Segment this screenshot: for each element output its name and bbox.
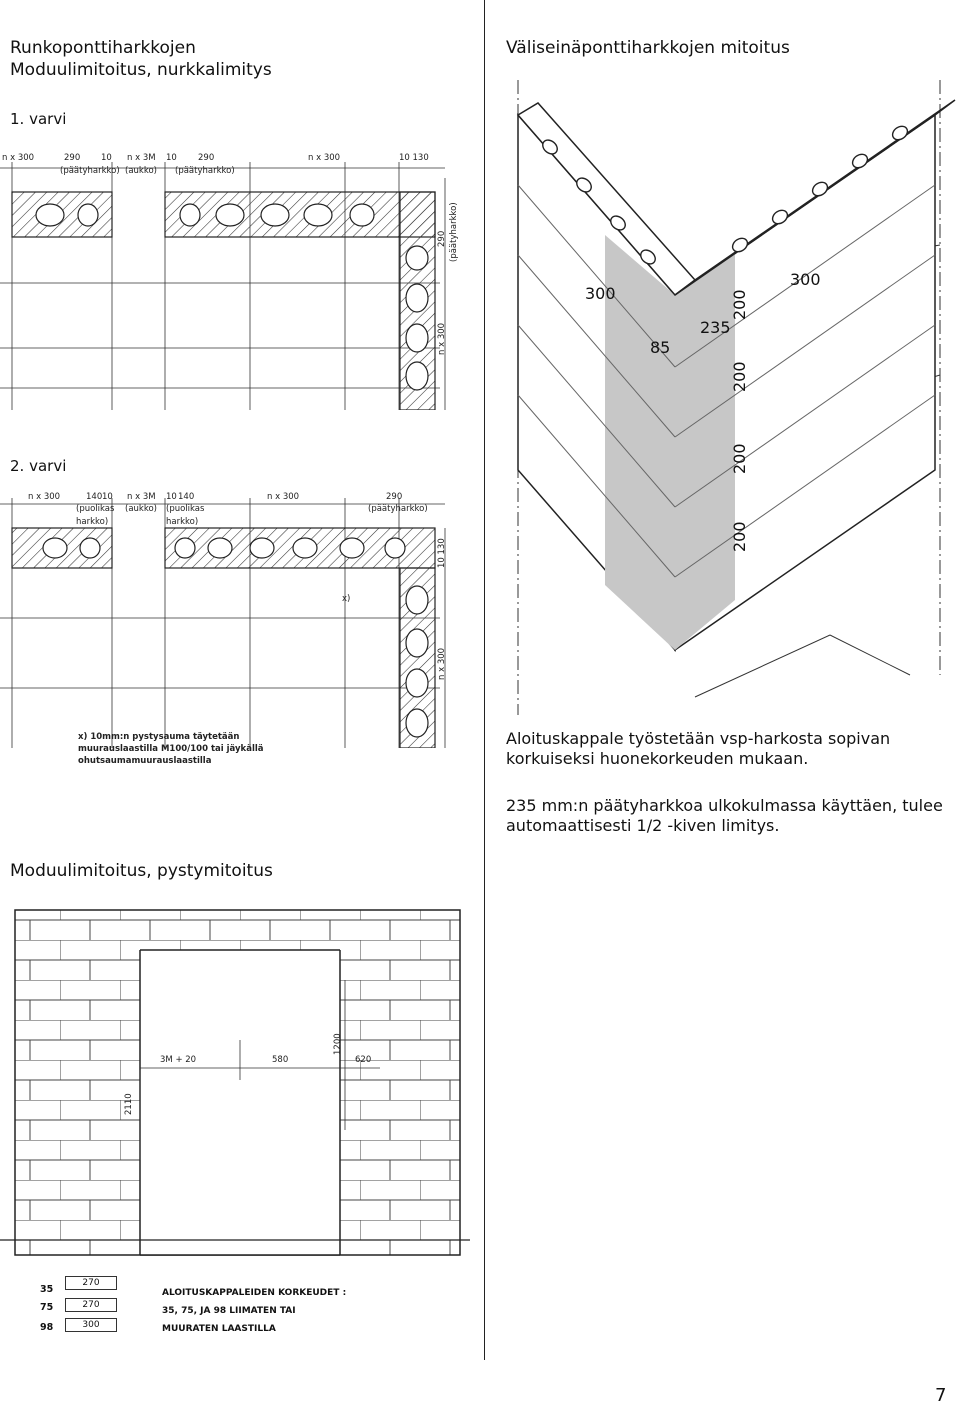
legend-num-35: 35 (40, 1284, 54, 1295)
iso-dim-200-a: 200 (730, 289, 749, 320)
isometric-corner-drawing (500, 75, 960, 730)
column-divider (484, 0, 485, 1360)
iso-dim-300-right: 300 (790, 270, 821, 289)
c2-vdim-nx300: n x 300 (437, 647, 447, 680)
c2-dim-n3m: n x 3M (127, 492, 156, 502)
c2-dim-nx300b: n x 300 (267, 492, 300, 502)
c2-sub-aukko: (aukko) (125, 504, 157, 514)
left-title (10, 37, 272, 81)
c2-marker: x) (342, 594, 351, 604)
c1-dim-10-130: 10 130 (399, 153, 429, 163)
c1-sub-paatyharkko-a: (päätyharkko) (60, 166, 120, 176)
iso-dim-235: 235 (700, 318, 731, 337)
caption-starter-line1: Aloituskappale työstetään vsp-harkosta sopivan (506, 729, 891, 748)
c2-note-line2: muurauslaastilla M100/100 tai jäykällä (78, 744, 264, 754)
right-title: Väliseinäponttiharkkojen mitoitus (506, 38, 790, 58)
c2-vdim-10-130: 10 130 (437, 538, 447, 568)
caption-bond-line2: automaattisesti 1/2 -kiven limitys. (506, 816, 780, 835)
legend-text-line3: MUURATEN LAASTILLA (162, 1324, 276, 1334)
c1-vdim-paatyharkko: (päätyharkko) (449, 202, 459, 262)
elev-dim-2110: 2110 (124, 1093, 134, 1115)
c1-vdim-nx300: n x 300 (437, 322, 447, 355)
c2-dim-290: 290 (386, 492, 403, 502)
caption-bond (506, 796, 943, 836)
legend-text-line1: ALOITUSKAPPALEIDEN KORKEUDET : (162, 1288, 347, 1298)
iso-dim-300-left: 300 (585, 284, 616, 303)
caption-starter-line2: korkuiseksi huonekorkeuden mukaan. (506, 749, 809, 768)
c2-dim-10a: 10 (102, 492, 113, 502)
course1-plan (0, 148, 470, 410)
elev-dim-620: 620 (355, 1055, 372, 1065)
elev-dim-3m-20: 3M + 20 (160, 1055, 197, 1065)
legend-box-1: 270 (65, 1276, 117, 1290)
elev-dim-580: 580 (272, 1055, 289, 1065)
c1-dim-10b: 10 (166, 153, 177, 163)
legend-num-75: 75 (40, 1302, 54, 1313)
course2-label: 2. varvi (10, 457, 67, 475)
legend-text-line2: 35, 75, JA 98 LIIMATEN TAI (162, 1306, 296, 1316)
iso-dim-200-b: 200 (730, 361, 749, 392)
legend-num-98: 98 (40, 1322, 54, 1333)
vertical-section-title: Moduulimitoitus, pystymitoitus (10, 861, 273, 881)
left-title-line2: Moduulimitoitus, nurkkalimitys (10, 60, 272, 80)
c2-sub-harkko-b: harkko) (166, 517, 199, 527)
c2-dim-nx300a: n x 300 (28, 492, 61, 502)
c1-dim-10a: 10 (101, 153, 112, 163)
c2-note (78, 731, 264, 767)
c2-sub-puolikas-a: (puolikas (76, 504, 115, 514)
caption-starter (506, 729, 890, 769)
c1-dim-290a: 290 (64, 153, 81, 163)
c1-dim-nx300b: n x 300 (308, 153, 341, 163)
c1-vdim-290: 290 (437, 230, 447, 247)
left-title-line1: Runkoponttiharkkojen (10, 38, 196, 58)
c1-dim-nx300a: n x 300 (2, 153, 35, 163)
c1-dim-n3m: n x 3M (127, 153, 156, 163)
starter-heights-legend (0, 1270, 470, 1370)
caption-bond-line1: 235 mm:n päätyharkkoa ulkokulmassa käyttäen, tulee (506, 796, 943, 815)
iso-dim-200-d: 200 (730, 521, 749, 552)
iso-dim-85: 85 (650, 338, 671, 357)
c1-sub-aukko: (aukko) (125, 166, 157, 176)
elevation-wall-drawing (0, 900, 470, 1270)
c2-dim-10b: 10 (166, 492, 177, 502)
course1-label: 1. varvi (10, 110, 67, 128)
c2-dim-140b: 140 (178, 492, 195, 502)
c2-sub-puolikas-b: (puolikas (166, 504, 205, 514)
c1-sub-paatyharkko-b: (päätyharkko) (175, 166, 235, 176)
iso-dim-200-c: 200 (730, 443, 749, 474)
c2-note-line1: x) 10mm:n pystysauma täytetään (78, 732, 240, 742)
course2-plan (0, 488, 470, 748)
c2-sub-harkko-a: harkko) (76, 517, 109, 527)
elev-dim-1200: 1200 (333, 1033, 343, 1055)
c2-note-line3: ohutsaumamuurauslaastilla (78, 756, 212, 766)
legend-text (162, 1284, 346, 1338)
c1-dim-290b: 290 (198, 153, 215, 163)
c2-dim-140a: 140 (86, 492, 103, 502)
page-number: 7 (935, 1385, 947, 1406)
c2-sub-paatyharkko: (päätyharkko) (368, 504, 428, 514)
legend-box-2: 270 (65, 1298, 117, 1312)
legend-box-3: 300 (65, 1318, 117, 1332)
